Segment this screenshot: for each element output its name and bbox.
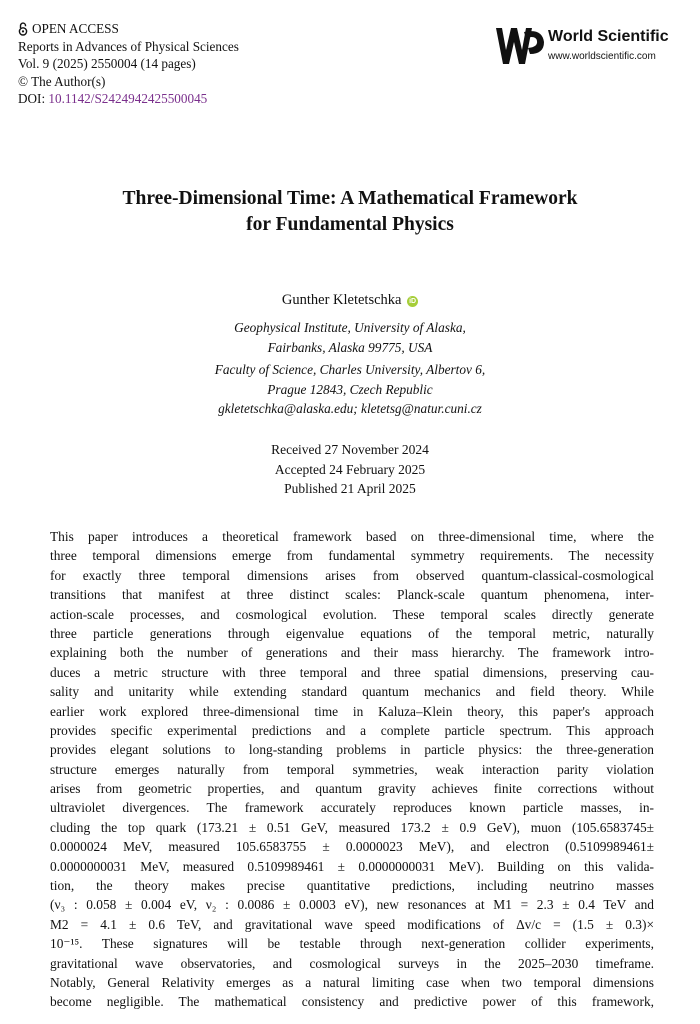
abstract-line: become negligible. The mathematical consistency and predictive power of this framework, [50,994,654,1010]
abstract-line: structure emerges naturally from temporal symmetries, weak interaction parity violation [50,761,654,777]
affiliation-2-line-2: Prague 12843, Czech Republic [267,381,433,397]
affiliation-1-line-1: Geophysical Institute, University of Alaska, [234,320,466,335]
open-access-icon [18,22,28,36]
abstract-line: explaining both the number of generations and their mass hierarchy. The framework intro- [50,645,654,661]
abstract-line: provides elegant solutions to long-standing problems in particle physics: the three-generation [50,742,654,758]
received-date: Received 27 November 2024 [271,442,429,457]
abstract [50,527,654,1012]
open-access-label: OPEN ACCESS [32,21,119,36]
affiliation-1 [0,318,700,357]
accepted-date: Accepted 24 February 2025 [274,461,426,477]
volume-info: Vol. 9 (2025) 2550004 (14 pages) [18,56,196,72]
doi-link[interactable]: 10.1142/S2424942425500045 [48,91,208,107]
abstract-line: 0.0000000031 MeV, measured 0.5109989461 ± 0.0000000031 MeV). Building on this valida- [50,858,654,874]
publication-dates [0,440,700,499]
journal-name: Reports in Advances of Physical Sciences [18,38,239,54]
abstract-line: gravitational wave observatories, and cosmological surveys in the 2025–2030 timeframe. [50,955,654,971]
abstract-line: 0.0000024 MeV, measured 105.6583755 ± 0.0000023 MeV), and electron (0.5109989461± [50,839,654,855]
abstract-line: action-scale processes, and cosmological evolution. These temporal scales directly generate [50,606,654,622]
world-scientific-logo-icon [494,24,546,70]
abstract-line: tion, the theory makes precise quantitative predictions, including neutrino masses [50,878,654,894]
abstract-line: three particle generations through eigenvalue equations of the temporal metric, naturally [50,625,654,641]
abstract-line: ultraviolet divergences. The framework accurately reproduces known particle masses, in- [50,800,654,816]
author-line [0,292,700,309]
affiliation-2 [0,360,700,419]
doi-label: DOI: [18,91,46,107]
affiliation-2-line-1: Faculty of Science, Charles University, Albertov 6, [214,362,486,377]
abstract-line: for exactly three temporal dimensions arises from observed quantum-classical-cosmological [50,567,654,583]
abstract-line: duces a metric structure with three temporal and three spatial dimensions, preserving cau- [50,664,654,680]
orcid-icon[interactable]: iD [409,298,417,305]
abstract-line: 10⁻¹⁵. These signatures will be testable through next-generation collider experiments, [50,936,654,952]
abstract-line: arises from geometric properties, and quantum gravity achieves finite corrections without [50,781,654,797]
publisher-url[interactable]: www.worldscientific.com [548,51,656,62]
paper-title [0,186,700,238]
abstract-line: provides specific experimental predictions and a complete particle spectrum. This approach [50,722,654,738]
doi-row [18,90,239,108]
title-line-1: Three-Dimensional Time: A Mathematical Framework [122,188,578,209]
abstract-line: M2 = 4.1 ± 0.6 TeV, and gravitational wave speed modifications of Δv/c = (1.5 ± 0.3)× [50,916,654,932]
abstract-line: cluding the top quark (173.21 ± 0.51 GeV, measured 173.2 ± 0.9 GeV), muon (105.6583745± [50,819,654,835]
abstract-line: (ν₃ : 0.058 ± 0.004 eV, ν₂ : 0.0086 ± 0.0003 eV), new resonances at M1 = 2.3 ± 0.4 TeV and [50,897,654,913]
abstract-line: Notably, General Relativity emerges as a natural limiting case when two temporal dimensions [50,974,654,990]
author-name: Gunther Kletetschka [281,292,402,308]
abstract-line: earlier work explored three-dimensional time in Kaluza–Klein theory, this paper's approach [50,703,654,719]
open-access-row [18,20,239,38]
abstract-line: This paper introduces a theoretical framework based on three-dimensional time, where the [50,529,654,544]
title-line-2: for Fundamental Physics [246,214,454,235]
journal-header [18,20,239,108]
abstract-line: sality and unitarity while extending standard quantum mechanics and field theory. While [50,684,654,700]
author-emails[interactable]: gkletetschka@alaska.edu; kletetsg@natur.cuni.cz [218,401,482,417]
publisher-name: World Scientific [548,28,669,45]
affiliation-1-line-2: Fairbanks, Alaska 99775, USA [267,339,433,355]
abstract-line: three temporal dimensions emerge from fundamental symmetry requirements. The necessity [50,548,654,564]
abstract-line: transitions that manifest at three distinct scales: Planck-scale quantum phenomena, inter- [50,587,654,603]
copyright-notice: © The Author(s) [18,73,106,89]
publisher-logo[interactable] [494,24,686,72]
published-date: Published 21 April 2025 [284,481,416,497]
